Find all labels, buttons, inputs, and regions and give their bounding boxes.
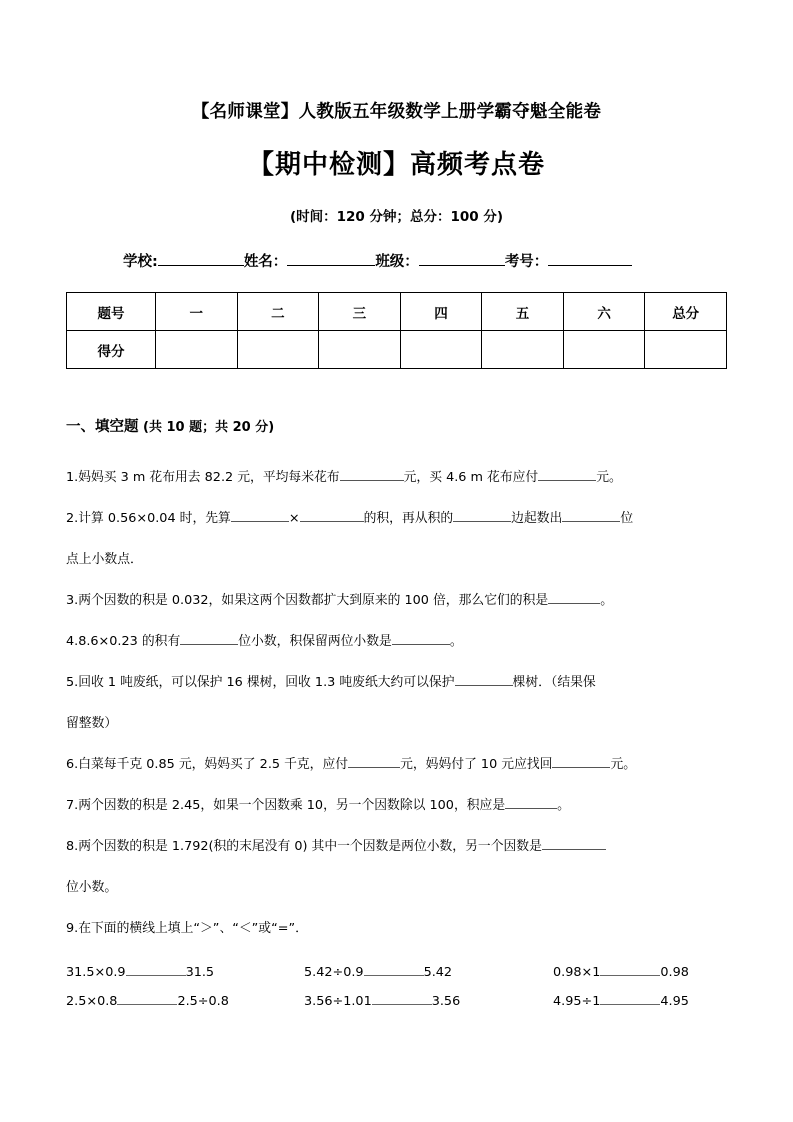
- score-entry-cell[interactable]: [156, 331, 238, 369]
- identity-fields-row: [0, 226, 793, 272]
- question-text: 1.妈妈买 3 m 花布用去 82.2 元，平均每米花布: [66, 470, 340, 485]
- table-row: [67, 293, 727, 331]
- comparison-right-expression: 5.42: [423, 965, 453, 980]
- question-list: [0, 438, 793, 946]
- score-table-cell: 一: [156, 293, 238, 331]
- question-text: 7.两个因数的积是 2.45，如果一个因数乘 10，另一个因数除以 100，积应是: [66, 798, 506, 813]
- score-table-cell: 六: [563, 293, 645, 331]
- question-text: 。: [557, 798, 570, 813]
- comparison-item: [553, 958, 689, 987]
- question-text: 5.回收 1 吨废纸，可以保护 16 棵树，回收 1.3 吨废纸大约可以保护: [66, 675, 455, 690]
- question-text: ×: [288, 511, 300, 526]
- comparison-left-expression: 2.5×0.8: [66, 994, 118, 1009]
- score-entry-cell[interactable]: [563, 331, 645, 369]
- section-title: 填空题: [95, 419, 139, 435]
- question-q7: [66, 788, 740, 823]
- class-label: 班级：: [375, 254, 419, 270]
- comparison-left-expression: 0.98×1: [553, 965, 601, 980]
- question-text: 4.8.6×0.23 的积有: [66, 634, 181, 649]
- question-text: 留整数）: [66, 716, 118, 731]
- comparison-right-expression: 0.98: [660, 965, 689, 980]
- comparison-exercise-rows: [0, 952, 793, 1016]
- school-label: 学校:: [123, 254, 158, 270]
- comparison-item: [304, 987, 460, 1016]
- question-q2b: [66, 542, 740, 577]
- question-text: 元。: [596, 470, 622, 485]
- answer-blank[interactable]: [538, 467, 596, 481]
- answer-blank[interactable]: [552, 754, 610, 768]
- comparison-item: [66, 987, 229, 1016]
- question-q4: [66, 624, 740, 659]
- question-q8: [66, 829, 740, 864]
- score-table-cell: 总分: [645, 293, 727, 331]
- question-text: 8.两个因数的积是 1.792(积的末尾没有 0) 其中一个因数是两位小数，另一个因数是: [66, 839, 542, 854]
- answer-blank[interactable]: [180, 631, 238, 645]
- question-text: 元，妈妈付了 10 元应找回: [400, 757, 553, 772]
- answer-blank[interactable]: [542, 836, 606, 850]
- answer-blank[interactable]: [348, 754, 400, 768]
- question-q9: [66, 911, 740, 946]
- answer-blank[interactable]: [300, 508, 364, 522]
- comparison-row: [66, 958, 793, 987]
- comparison-item: [304, 958, 452, 987]
- class-input-blank[interactable]: [419, 251, 505, 266]
- school-input-blank[interactable]: [158, 251, 244, 266]
- answer-blank[interactable]: [548, 590, 600, 604]
- answer-blank[interactable]: [505, 795, 557, 809]
- score-table-container: [0, 272, 793, 369]
- score-entry-cell[interactable]: [645, 331, 727, 369]
- score-table-cell: 四: [400, 293, 482, 331]
- comparison-left-expression: 4.95÷1: [553, 994, 601, 1009]
- page-title-subtitle: 【名师课堂】人教版五年级数学上册学霸夺魁全能卷: [191, 102, 602, 122]
- exam-no-input-blank[interactable]: [548, 251, 632, 266]
- comparison-left-expression: 5.42÷0.9: [304, 965, 364, 980]
- comparison-item: [66, 958, 214, 987]
- comparison-left-expression: 3.56÷1.01: [304, 994, 372, 1009]
- score-table-cell: 二: [237, 293, 319, 331]
- answer-blank[interactable]: [340, 467, 404, 481]
- question-q5: [66, 665, 740, 700]
- score-entry-cell[interactable]: [237, 331, 319, 369]
- question-text: 元。: [610, 757, 637, 772]
- answer-blank[interactable]: [453, 508, 511, 522]
- question-text: 9.在下面的横线上填上“＞”、“＜”或“=”．: [66, 921, 308, 936]
- comparison-left-expression: 31.5×0.9: [66, 965, 126, 980]
- comparison-right-expression: 31.5: [185, 965, 215, 980]
- question-text: 点上小数点．: [66, 552, 143, 567]
- comparison-operator-blank[interactable]: [117, 991, 177, 1005]
- question-q8b: [66, 870, 740, 905]
- score-entry-cell[interactable]: [400, 331, 482, 369]
- comparison-operator-blank[interactable]: [600, 962, 660, 976]
- score-table-cell: 五: [482, 293, 564, 331]
- comparison-operator-blank[interactable]: [372, 991, 432, 1005]
- question-text: 边起数出: [511, 511, 563, 526]
- section-number: 一、: [66, 419, 95, 435]
- table-row: [67, 331, 727, 369]
- question-text: 位: [620, 511, 634, 526]
- answer-blank[interactable]: [231, 508, 289, 522]
- comparison-right-expression: 2.5÷0.8: [177, 994, 229, 1009]
- question-text: 2.计算 0.56×0.04 时，先算: [66, 511, 231, 526]
- comparison-operator-blank[interactable]: [600, 991, 660, 1005]
- question-text: 6.白菜每千克 0.85 元，妈妈买了 2.5 千克，应付: [66, 757, 349, 772]
- score-entry-cell[interactable]: [482, 331, 564, 369]
- comparison-operator-blank[interactable]: [364, 962, 424, 976]
- question-text: 棵树．（结果保: [512, 675, 596, 690]
- question-text: 的积，再从积的: [363, 511, 454, 526]
- question-text: 。: [449, 634, 463, 649]
- question-q1: [66, 460, 740, 495]
- score-table-row-label: 得分: [67, 331, 156, 369]
- comparison-row: [66, 987, 793, 1016]
- question-text: 。: [600, 593, 613, 608]
- page-title: 【期中检测】高频考点卷: [247, 150, 545, 180]
- section-heading: [0, 369, 793, 438]
- question-q5b: [66, 706, 740, 741]
- comparison-right-expression: 3.56: [431, 994, 461, 1009]
- comparison-right-expression: 4.95: [660, 994, 689, 1009]
- answer-blank[interactable]: [392, 631, 450, 645]
- question-text: 3.两个因数的积是 0.032，如果这两个因数都扩大到原来的 100 倍，那么它们的积是: [66, 593, 549, 608]
- question-text: 位小数。: [66, 880, 118, 895]
- score-table-row-label: 题号: [67, 293, 156, 331]
- answer-blank[interactable]: [562, 508, 620, 522]
- name-label: 姓名：: [243, 254, 288, 270]
- exam-time-score-note: (时间：120 分钟；总分：100 分): [289, 209, 504, 225]
- question-q2: [66, 501, 740, 536]
- question-q3: [66, 583, 740, 618]
- comparison-item: [553, 987, 689, 1016]
- name-input-blank[interactable]: [287, 251, 375, 266]
- question-text: 元，买 4.6 m 花布应付: [403, 470, 539, 485]
- score-table: [66, 292, 727, 369]
- question-q6: [66, 747, 740, 782]
- question-text: 位小数，积保留两位小数是: [238, 634, 392, 649]
- comparison-operator-blank[interactable]: [126, 962, 186, 976]
- score-entry-cell[interactable]: [319, 331, 401, 369]
- score-table-cell: 三: [319, 293, 401, 331]
- section-meta: (共 10 题；共 20 分): [143, 420, 275, 435]
- exam-no-label: 考号：: [504, 254, 549, 270]
- answer-blank[interactable]: [455, 672, 513, 686]
